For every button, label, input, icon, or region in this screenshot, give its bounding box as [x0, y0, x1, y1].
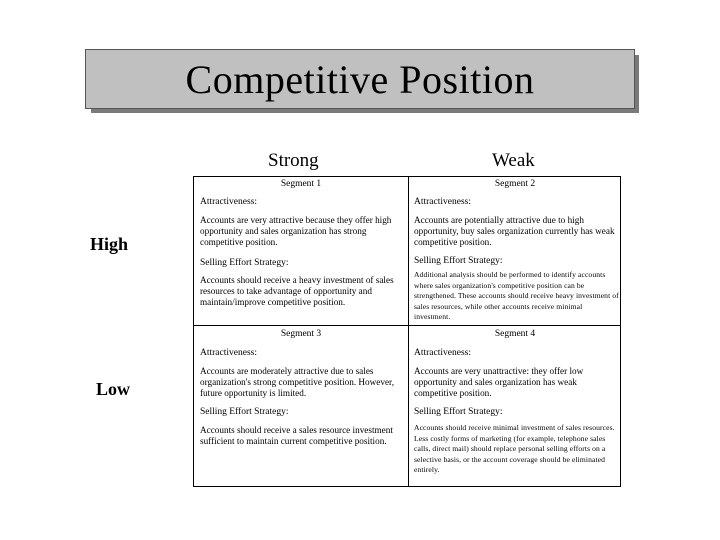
segment-3-attractiveness-label: Attractiveness: — [200, 348, 257, 358]
segment-4-title: Segment 4 — [494, 329, 536, 339]
column-header-strong: Strong — [268, 150, 319, 171]
segment-4-strategy-text: Accounts should receive minimal investment of sales resources. Less costly forms of marketing (for example, telephone sales calls, direct mail) should replace personal selling efforts on a selective basis, or the account coverage should be eliminated entirely. — [414, 423, 615, 474]
matrix-horizontal-divider — [194, 325, 620, 326]
segment-2-attractiveness-label: Attractiveness: — [414, 197, 471, 207]
segment-matrix — [193, 176, 621, 487]
row-header-low: Low — [96, 379, 131, 399]
segment-2-strategy-text: Additional analysis should be performed to identify accounts where sales organization's competitive position can be strengthened. These accounts should receive heavy investment of sales resources, while other accounts receive minimal investment. — [414, 270, 619, 321]
segment-1-strategy-text: Accounts should receive a heavy investment of sales resources to take advantage of opportunity and maintain/improve competitive position. — [200, 275, 394, 307]
segment-4-strategy-label: Selling Effort Strategy: — [414, 407, 503, 417]
segment-3-attractiveness-text: Accounts are moderately attractive due to sales organization's strong competitive position. However, future opportunity is limited. — [200, 366, 395, 398]
segment-1-title: Segment 1 — [280, 179, 322, 189]
segment-2-attractiveness-text: Accounts are potentially attractive due to high opportunity, buy sales organization currently has weak competitive position. — [414, 215, 615, 247]
segment-2-title: Segment 2 — [494, 179, 536, 189]
segment-3-strategy-label: Selling Effort Strategy: — [200, 407, 289, 417]
segment-4-attractiveness-label: Attractiveness: — [414, 348, 471, 358]
segment-1-attractiveness-text: Accounts are very attractive because they offer high opportunity and sales organization has strong competitive position. — [200, 215, 392, 247]
row-header-high: High — [90, 234, 129, 254]
segment-4-attractiveness-text: Accounts are very unattractive: they offer low opportunity and sales organization has weak competitive position. — [414, 366, 584, 398]
segment-3-title: Segment 3 — [280, 329, 322, 339]
segment-2-strategy-label: Selling Effort Strategy: — [414, 256, 503, 266]
segment-1-strategy-label: Selling Effort Strategy: — [200, 258, 289, 268]
page-title: Competitive Position — [85, 49, 635, 109]
segment-3-strategy-text: Accounts should receive a sales resource investment sufficient to maintain current competitive position. — [200, 425, 393, 446]
segment-1-attractiveness-label: Attractiveness: — [200, 197, 257, 207]
column-header-weak: Weak — [492, 150, 535, 171]
